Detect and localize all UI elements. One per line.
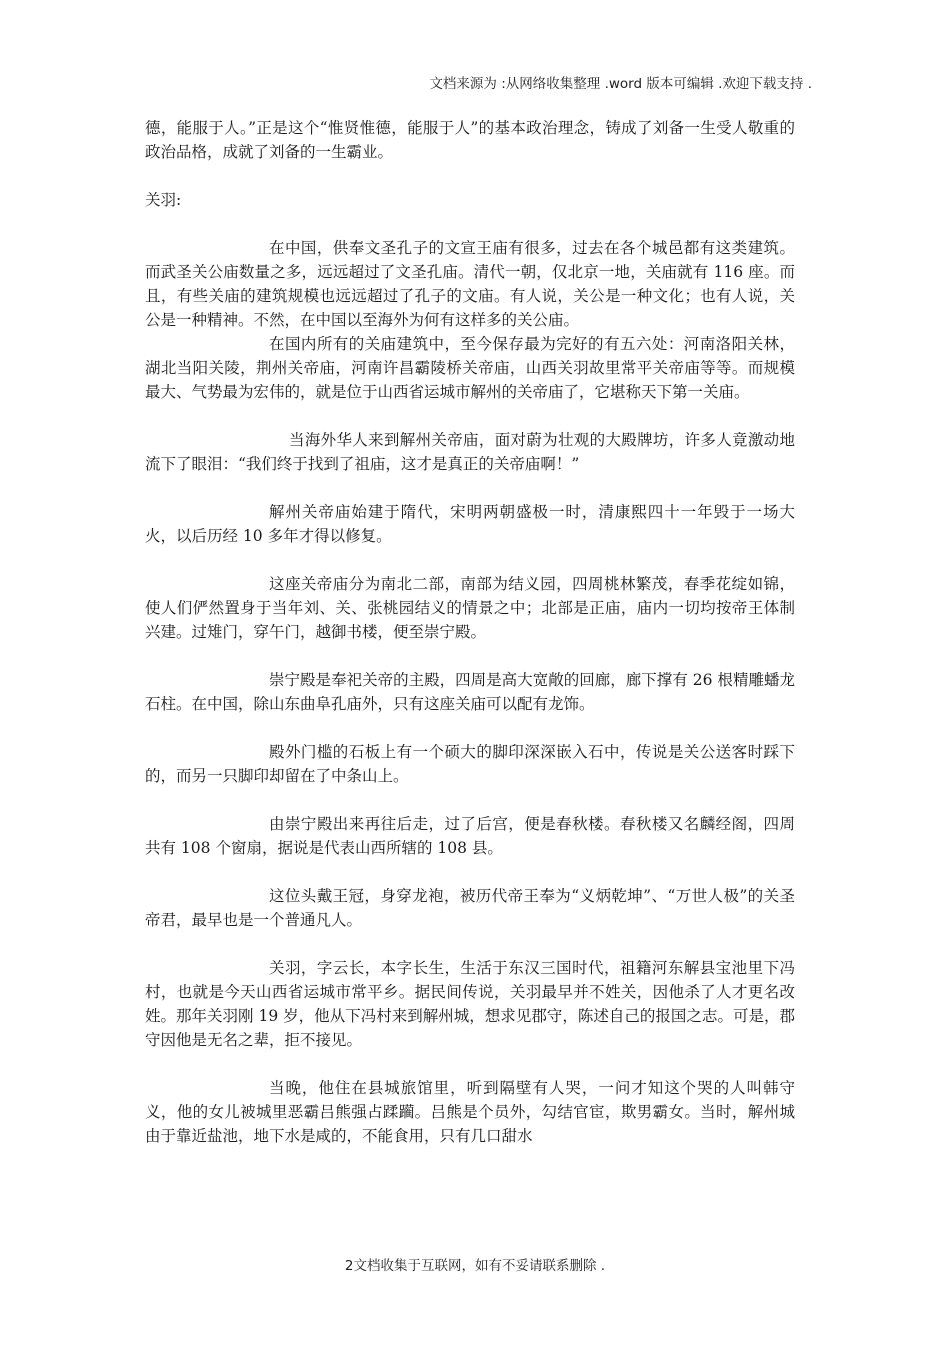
page-footer: 2文档收集于互联网，如有不妥请联系删除 .: [344, 1258, 606, 1274]
paragraph: 在国内所有的关庙建筑中，至今保存最为完好的有五六处：河南洛阳关林，湖北当阳关陵，荆州关帝庙，河南许昌霸陵桥关帝庙，山西关羽故里常平关帝庙等等。而规模最大、气势最为宏伟的，就是位于山西省运城市解州的关帝庙了，它堪称天下第一关庙。: [145, 335, 795, 401]
paragraph: 关羽，字云长，本字长生，生活于东汉三国时代，祖籍河东解县宝池里下冯村，也就是今天山西省运城市常平乡。据民间传说，关羽最早并不姓关，因他杀了人才更名改姓。那年关羽刚 19 岁，他从下冯村来到解州城，想求见郡守，陈述自己的报国之志。可是，郡守因他是无名之辈，拒不接见。: [145, 959, 795, 1049]
page-header: 文档来源为 :从网络收集整理 .word 版本可编辑 .欢迎下载支持 .: [429, 76, 812, 92]
paragraph: 崇宁殿是奉祀关帝的主殿，四周是高大宽敞的回廊，廊下撑有 26 根精雕蟠龙石柱。在中国，除山东曲阜孔庙外，只有这座关庙可以配有龙饰。: [145, 671, 795, 713]
document-body: [145, 116, 795, 1148]
paragraph-liubei-ending: 德，能服于人。”正是这个“惟贤惟德，能服于人”的基本政治理念，铸成了刘备一生受人敬重的政治品格，成就了刘备的一生霸业。: [145, 119, 795, 161]
section-heading-guanyu: 关羽:: [145, 191, 182, 209]
paragraph: 由崇宁殿出来再往后走，过了后宫，便是春秋楼。春秋楼又名麟经阁，四周共有 108 个窗扇，据说是代表山西所辖的 108 县。: [145, 815, 795, 857]
paragraph: 解州关帝庙始建于隋代，宋明两朝盛极一时，清康熙四十一年毁于一场大火，以后历经 10 多年才得以修复。: [145, 503, 795, 545]
paragraph: 在中国，供奉文圣孔子的文宣王庙有很多，过去在各个城邑都有这类建筑。而武圣关公庙数量之多，远远超过了文圣孔庙。清代一朝，仅北京一地，关庙就有 116 座。而且，有些关庙的建筑规模也远远超过了孔子的文庙。有人说，关公是一种文化；也有人说，关公是一种精神。不然，在中国以至海外为何有这样多的关公庙。: [145, 239, 795, 329]
paragraph: 这座关帝庙分为南北二部，南部为结义园，四周桃林繁茂，春季花绽如锦，使人们俨然置身于当年刘、关、张桃园结义的情景之中；北部是正庙，庙内一切均按帝王体制兴建。过雉门，穿午门，越御书楼，便至崇宁殿。: [145, 575, 795, 641]
paragraph: 当海外华人来到解州关帝庙，面对蔚为壮观的大殿牌坊，许多人竟激动地流下了眼泪：“我们终于找到了祖庙，这才是真正的关帝庙啊！”: [145, 431, 795, 473]
paragraph: 殿外门槛的石板上有一个硕大的脚印深深嵌入石中，传说是关公送客时踩下的，而另一只脚印却留在了中条山上。: [145, 743, 795, 785]
paragraph: 当晚，他住在县城旅馆里，听到隔壁有人哭，一问才知这个哭的人叫韩守义，他的女儿被城里恶霸吕熊强占蹂躏。吕熊是个员外，勾结官宦，欺男霸女。当时，解州城由于靠近盐池，地下水是咸的，不能食用，只有几口甜水: [145, 1079, 795, 1145]
paragraph: 这位头戴王冠，身穿龙袍，被历代帝王奉为“义炳乾坤”、“万世人极”的关圣帝君，最早也是一个普通凡人。: [145, 887, 795, 929]
